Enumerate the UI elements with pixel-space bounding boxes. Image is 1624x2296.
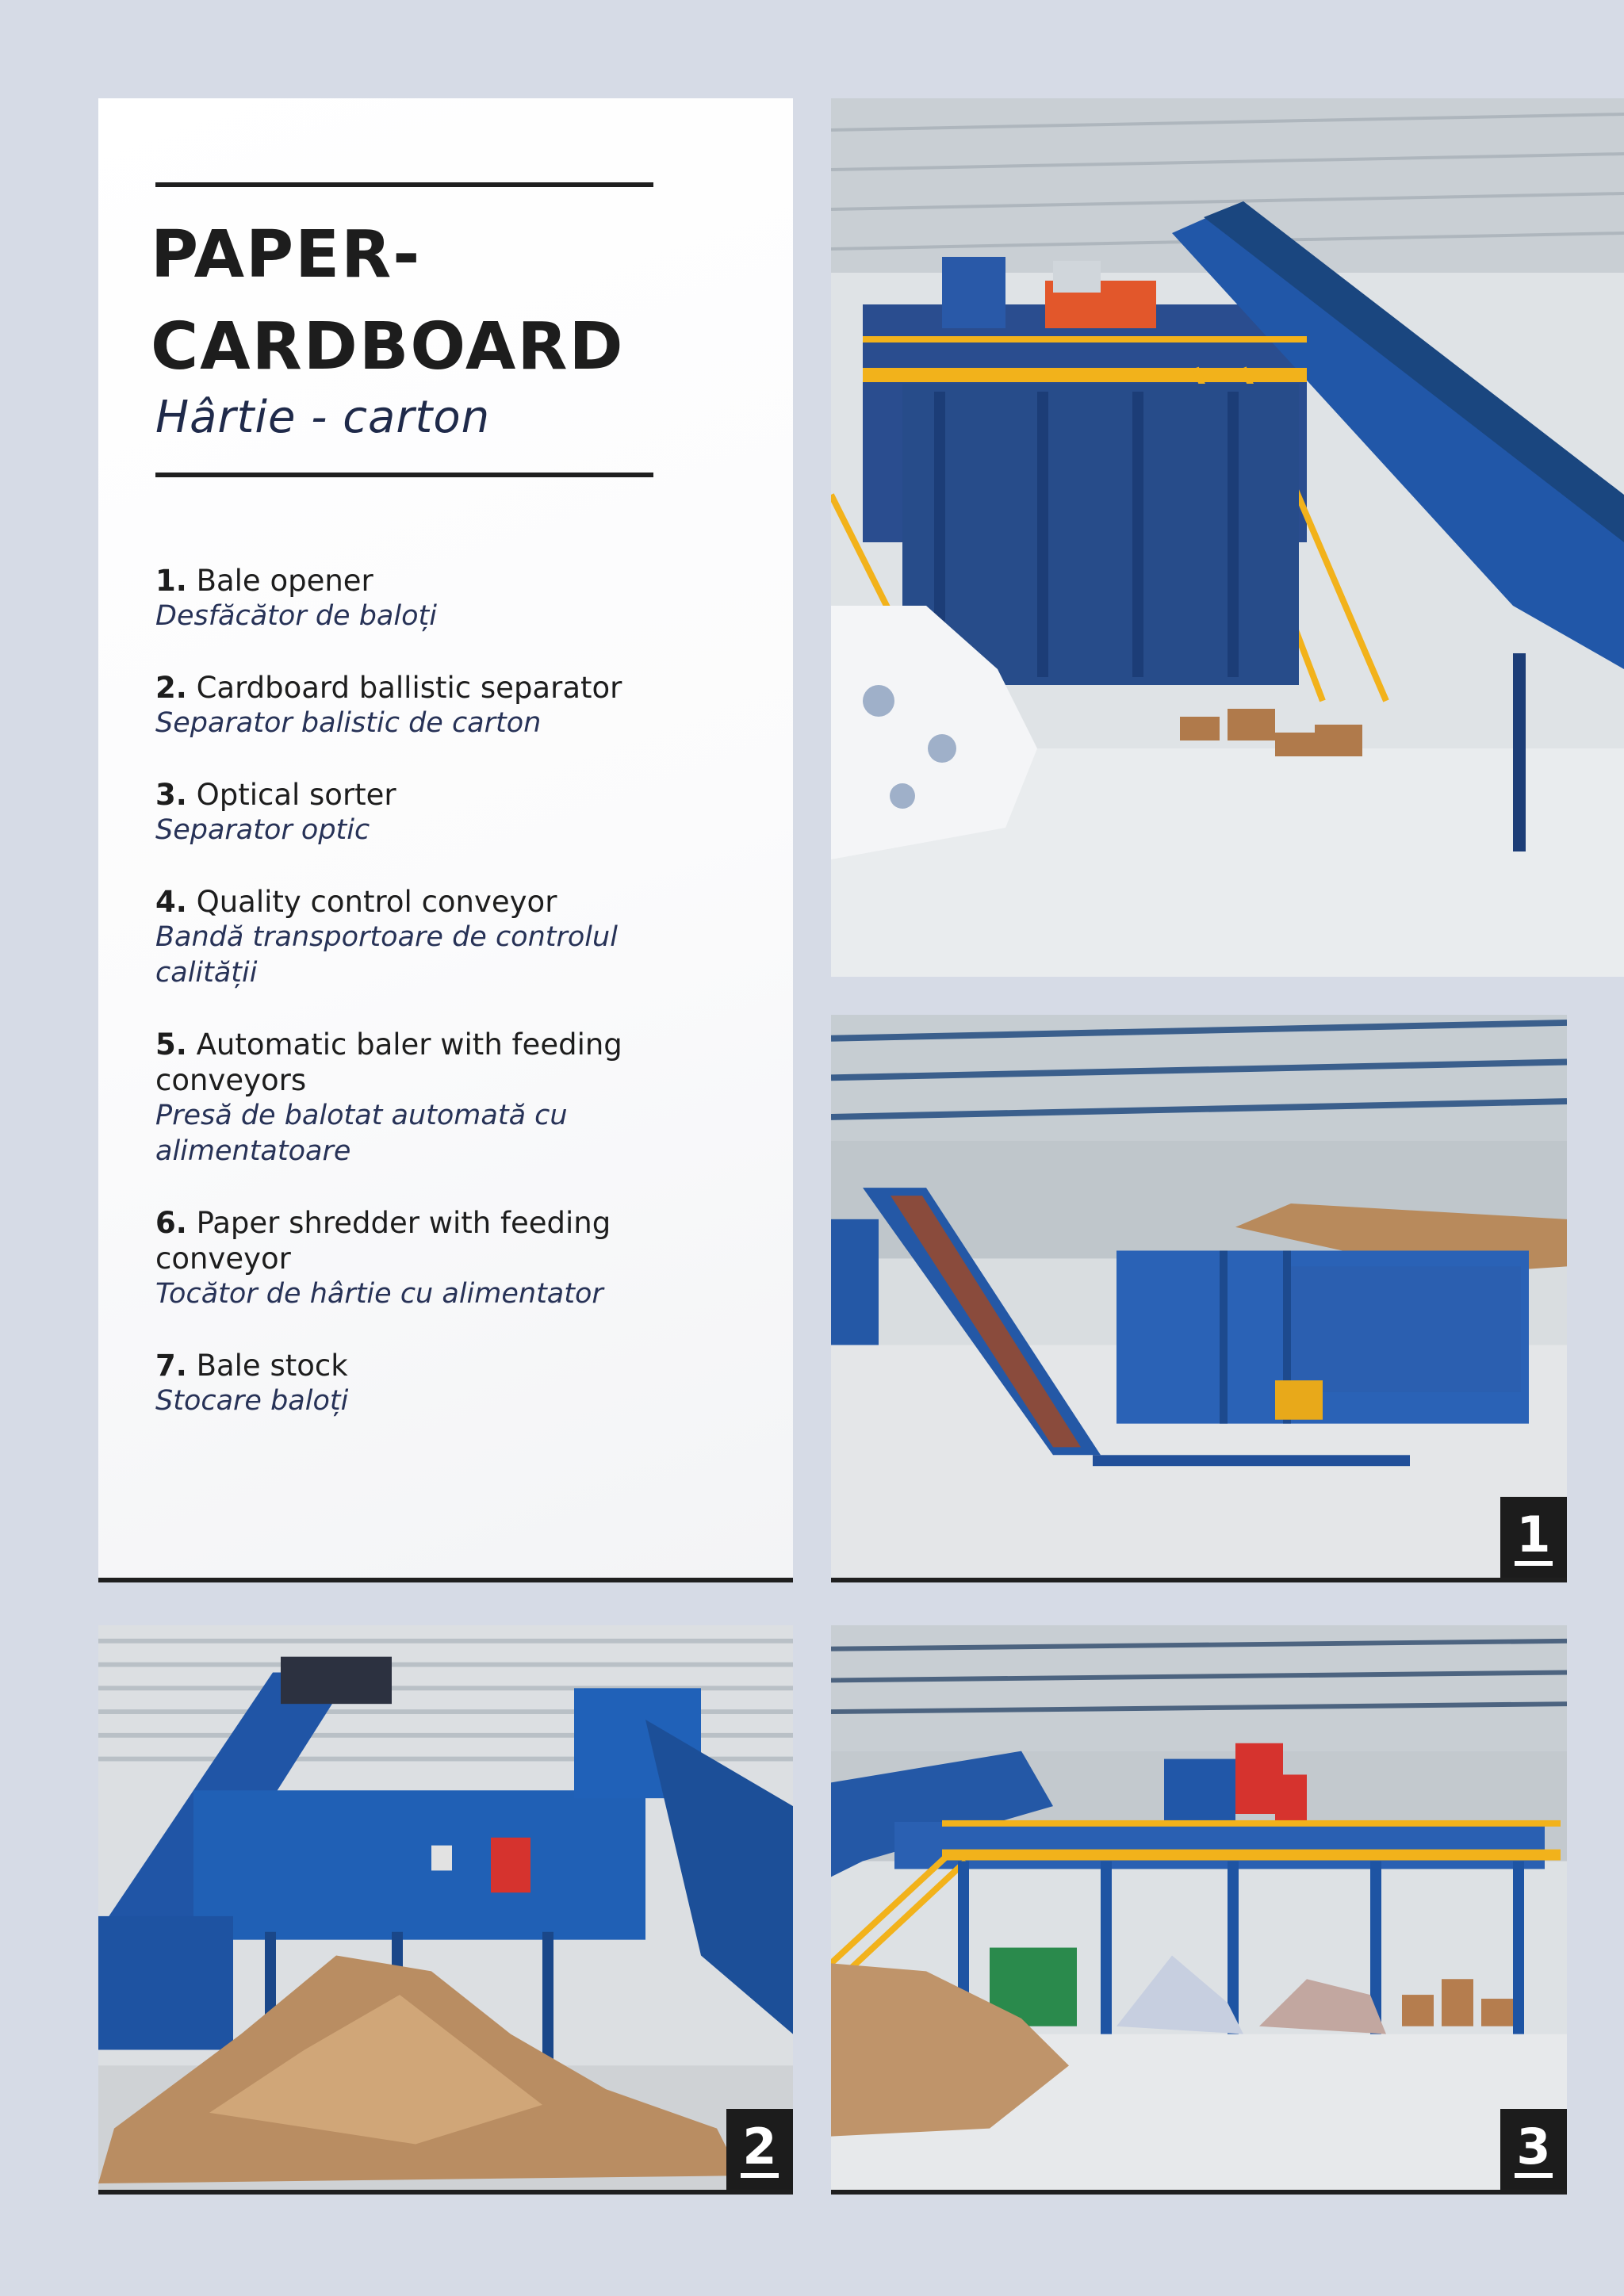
item-label-ro: Tocător de hârtie cu alimentator — [155, 1278, 603, 1310]
item-number: 7. — [155, 1349, 187, 1383]
list-item — [155, 1348, 663, 1419]
title-line-1: PAPER- — [151, 217, 422, 293]
photo-illustration — [831, 98, 1624, 977]
item-label-ro: Separator balistic de carton — [155, 707, 542, 739]
item-number: 4. — [155, 885, 187, 919]
item-label-ro: Separator optic — [155, 814, 370, 846]
item-label-ro: Bandă transportoare de controlul calității — [155, 921, 618, 989]
item-label-en: Bale stock — [196, 1349, 348, 1383]
text-panel — [98, 98, 793, 1582]
item-number: 6. — [155, 1206, 187, 1240]
list-item — [155, 1205, 663, 1312]
list-item — [155, 777, 663, 848]
photo-number-badge: 2 — [726, 2109, 793, 2190]
item-label-ro: Presă de balotat automată cu alimentatoare — [155, 1100, 568, 1167]
title-rule-top — [155, 182, 653, 187]
page-title — [151, 209, 690, 393]
photo-illustration — [98, 1625, 793, 2190]
photo-illustration — [831, 1015, 1567, 1578]
item-label-ro: Stocare baloți — [155, 1385, 349, 1417]
list-item — [155, 1027, 663, 1169]
title-line-2: CARDBOARD — [151, 309, 625, 385]
item-label-en: Paper shredder with feeding conveyor — [155, 1206, 611, 1276]
item-label-en: Bale opener — [196, 564, 373, 598]
photo-number-badge: 1 — [1500, 1497, 1567, 1578]
photo-2-ballistic-separator — [98, 1625, 793, 2195]
item-number: 2. — [155, 671, 187, 705]
item-number: 5. — [155, 1027, 187, 1062]
list-item — [155, 670, 663, 741]
item-label-en: Quality control conveyor — [196, 885, 557, 919]
list-item — [155, 884, 663, 991]
page-subtitle: Hârtie - carton — [155, 392, 491, 443]
item-label-en: Automatic baler with feeding conveyors — [155, 1027, 622, 1097]
item-number: 3. — [155, 778, 187, 812]
photo-1-baler — [831, 1015, 1567, 1582]
photo-illustration — [831, 1625, 1567, 2190]
title-rule-bottom — [155, 473, 653, 477]
photo-bale-opener-plant — [831, 98, 1624, 977]
photo-3-optical-sorter — [831, 1625, 1567, 2195]
item-label-en: Cardboard ballistic separator — [196, 671, 622, 705]
photo-number-badge: 3 — [1500, 2109, 1567, 2190]
equipment-list — [155, 563, 663, 1455]
item-number: 1. — [155, 564, 187, 598]
list-item — [155, 563, 663, 634]
item-label-ro: Desfăcător de baloți — [155, 600, 437, 632]
item-label-en: Optical sorter — [196, 778, 396, 812]
